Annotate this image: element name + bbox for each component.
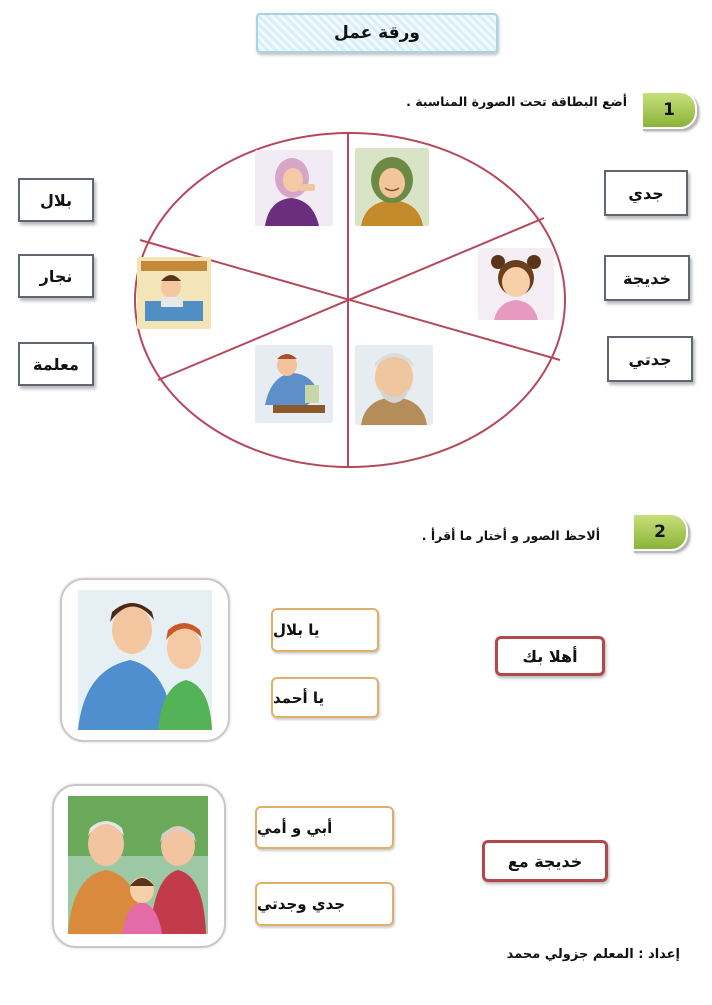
card-grandfather[interactable]: جدي <box>604 170 688 216</box>
worker-picture <box>255 345 333 423</box>
phrase-ahlan-bik: أهلا بك <box>495 636 605 676</box>
option-ya-ahmad[interactable]: يا أحمد <box>271 677 379 718</box>
card-bilal[interactable]: بلال <box>18 178 94 222</box>
card-carpenter[interactable]: نجار <box>18 254 94 298</box>
exercise-1-number-badge: 1 <box>641 91 697 129</box>
exercise-1-instruction: أضع البطاقة تحت الصورة المناسبة . <box>406 94 627 109</box>
phrase-khadija-with: خديجة مع <box>482 840 608 882</box>
teacher-picture <box>255 150 333 226</box>
worksheet-title: ورقة عمل <box>256 13 498 53</box>
option-ya-bilal[interactable]: يا بلال <box>271 608 379 652</box>
option-grandfather-grandmother[interactable]: جدي وجدتي <box>255 882 394 926</box>
card-khadija[interactable]: خديجة <box>604 255 690 301</box>
card-grandmother[interactable]: جدتي <box>607 336 693 382</box>
carpenter-picture <box>137 257 211 329</box>
exercise-2-number-badge: 2 <box>632 513 688 551</box>
exercise-2-instruction: ألاحظ الصور و أختار ما أقرأ . <box>421 528 600 543</box>
grandmother-picture <box>355 148 429 226</box>
author-credit: إعداد : المعلم جزولي محمد <box>506 947 680 962</box>
grandfather-picture <box>355 345 433 425</box>
two-boys-picture <box>78 590 212 730</box>
khadija-picture <box>478 248 554 320</box>
family-picture <box>68 796 208 934</box>
option-father-mother[interactable]: أبي و أمي <box>255 806 394 849</box>
card-teacher[interactable]: معلمة <box>18 342 94 386</box>
